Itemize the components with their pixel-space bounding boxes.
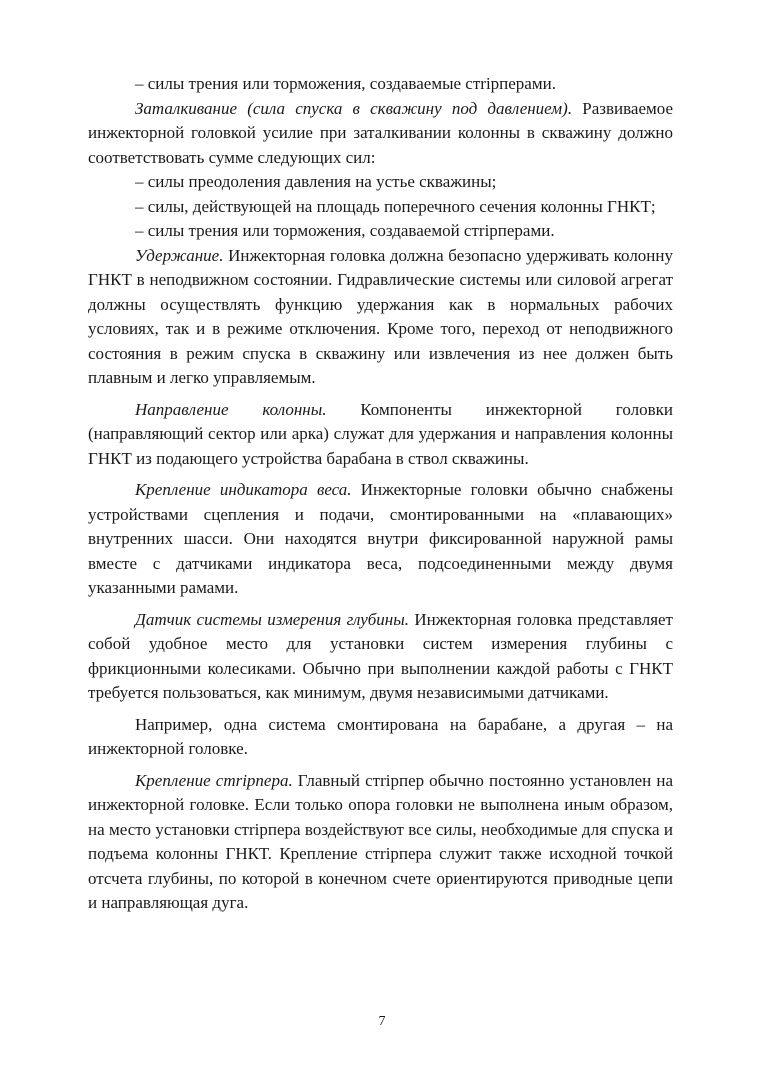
- heading-depth-sensor: Датчик системы измерения глубины.: [135, 609, 409, 629]
- paragraph-depth-sensor: Датчик системы измерения глубины. Инжекторная головка представляет собой удобное место для установки систем измерения глубины с фрикционными колесиками. Обычно при выполнении каждой работы с ГНКТ требуется пользоваться, как минимум, двумя независимыми датчиками.: [88, 609, 673, 702]
- heading-weight-indicator: Крепление индикатора веса.: [135, 480, 352, 499]
- paragraph-weight-indicator: Крепление индикатора веса. Инжекторные головки обычно снабжены устройствами сцепления и подачи, смонтированными на «плавающих» внутренних шасси. Они находятся внутри фиксированной наружной рамы вместе с датчиками индикатора веса, подсоединенными между двумя указанными рамами.: [88, 480, 673, 597]
- heading-holding: Удержание.: [135, 245, 224, 265]
- list-item-area: – силы, действующей на площадь поперечного сечения колонны ГНКТ;: [135, 196, 656, 216]
- paragraph-pushing: Заталкивание (сила спуска в скважину под давлением). Развиваемое инжекторной головкой усилие при заталкивании колонны в скважину должно соответствовать сумме следующих сил:: [88, 98, 674, 167]
- paragraph-example: Например, одна система смонтирована на барабане, а другая – на инжекторной головке.: [88, 714, 673, 758]
- list-item-pressure: – силы преодоления давления на устье скважины;: [135, 172, 497, 191]
- heading-guidance: Направление колонны.: [135, 399, 327, 419]
- heading-pushing: Заталкивание (сила спуска в скважину под давлением).: [135, 98, 573, 118]
- paragraph-friction-1: – силы трения или торможения, создаваемые стripперами.: [135, 74, 556, 93]
- paragraph-holding: Удержание. Инжекторная головка должна безопасно удерживать колонну ГНКТ в неподвижном состоянии. Гидравлические системы или силовой агрегат должны осуществлять функцию удержания как в нормальных рабочих условиях, так и в режиме отключения. Кроме того, переход от неподвижного состояния в режим спуска в скважину или извлечения из нее должен быть плавным и легко управляемым.: [88, 245, 673, 387]
- heading-stripper-mount: Крепление стripпера.: [135, 770, 293, 790]
- list-item-friction-2: – силы трения или торможения, создаваемой стripперами.: [135, 221, 555, 240]
- page-body: [88, 72, 673, 916]
- page-number: 7: [378, 1014, 386, 1029]
- paragraph-stripper-mount: Крепление стripпера. Главный стripпер обычно постоянно установлен на инжекторной головке. Если только опора головки не выполнена иным образом, на место установки стripпера воздействуют все силы, необходимые для спуска и подъема колонны ГНКТ. Крепление стripпера служит также исходной точкой отсчета глубины, по которой в конечном счете ориентируются приводные цепи и направляющая дуга.: [88, 770, 673, 912]
- paragraph-guidance: Направление колонны. Компоненты инжекторной головки (направляющий сектор или арка) служат для удержания и направления колонны ГНКТ из подающего устройства барабана в ствол скважины.: [88, 399, 673, 468]
